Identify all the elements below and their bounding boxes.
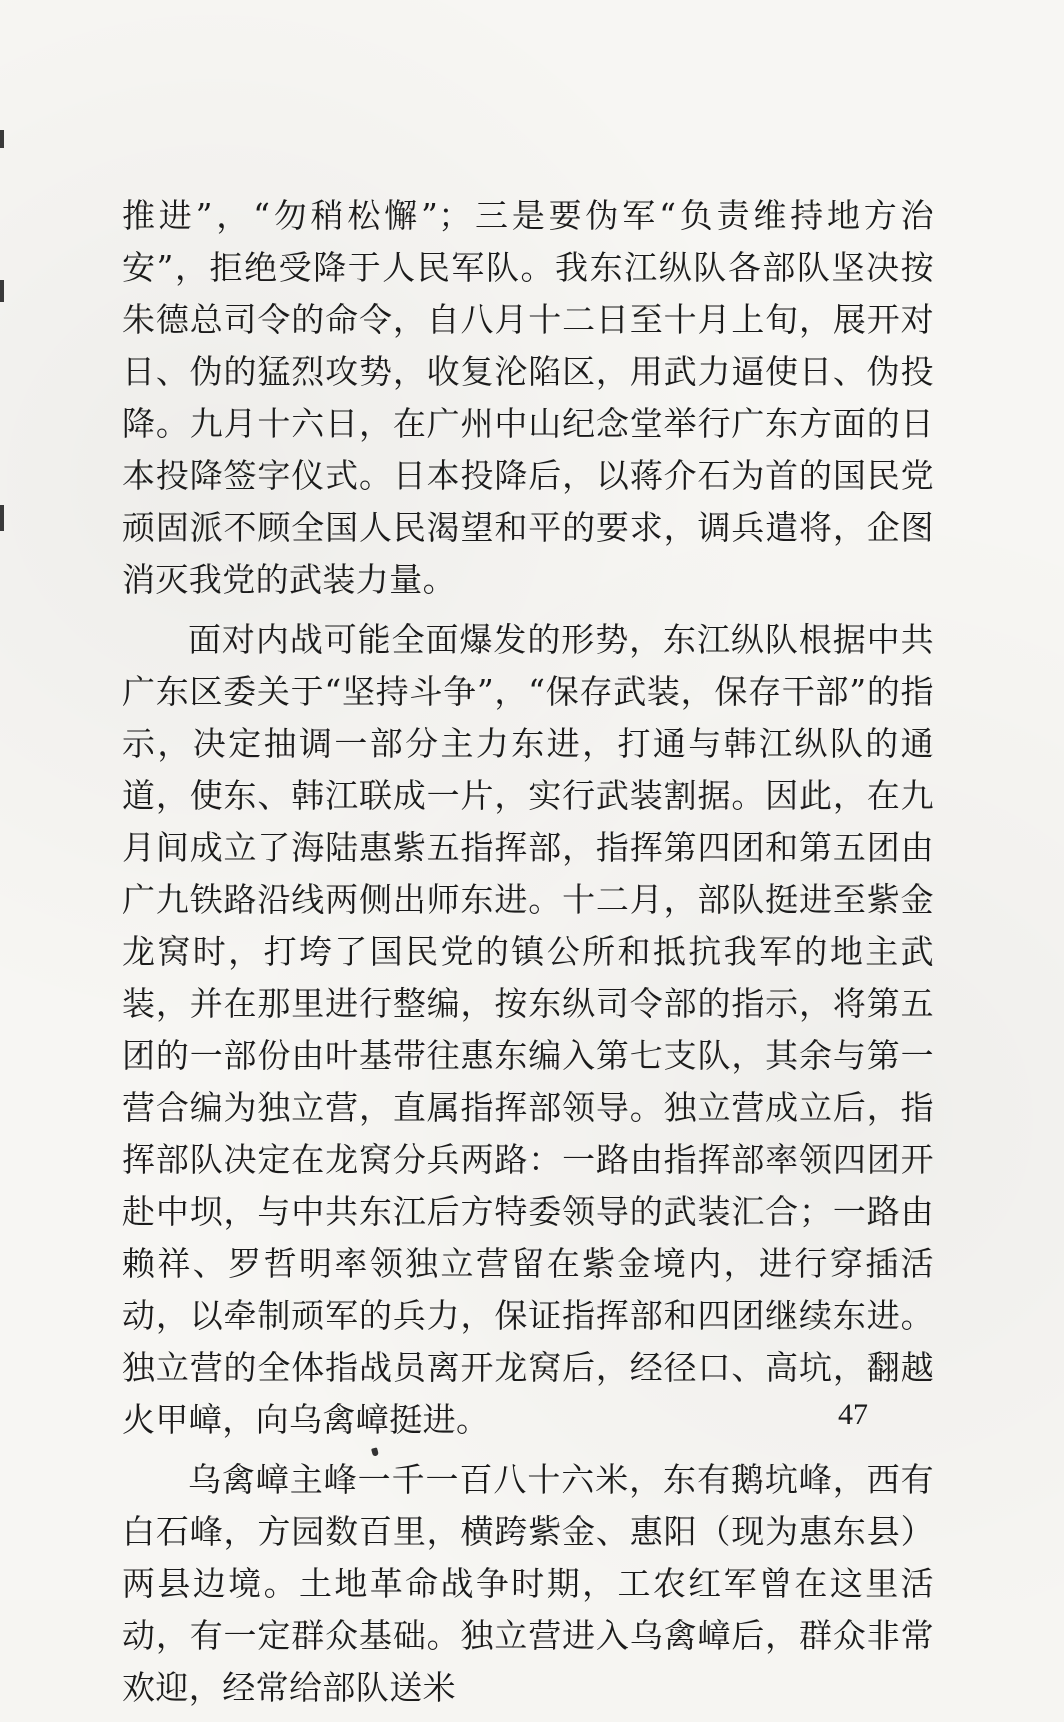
paragraph-1: 推进”，“勿稍松懈”；三是要伪军“负责维持地方治安”，拒绝受降于人民军队。我东江纵队各部队坚决按朱德总司令的命令，自八月十二日至十月上旬，展开对日、伪的猛烈攻势，收复沦陷区，用武力逼使日、伪投降。九月十六日，在广州中山纪念堂举行广东方面的日本投降签字仪式。日本投降后，以蒋介石为首的国民党顽固派不顾全国人民渴望和平的要求，调兵遣将，企图消灭我党的武装力量。	[122, 196, 934, 599]
paragraph-3: 乌禽嶂主峰一千一百八十六米，东有鹅坑峰，西有白石峰，方园数百里，横跨紫金、惠阳（现为惠东县）两县边境。土地革命战争时期，工农红军曾在这里活动，有一定群众基础。独立营进入乌禽嶂后，群众非常欢迎，经常给部队送米	[122, 1460, 934, 1707]
scan-edge-mark	[0, 280, 4, 302]
paragraph-2: 面对内战可能全面爆发的形势，东江纵队根据中共广东区委关于“坚持斗争”，“保存武装，保存干部”的指示，决定抽调一部分主力东进，打通与韩江纵队的通道，使东、韩江联成一片，实行武装割据。因此，在九月间成立了海陆惠紫五指挥部，指挥第四团和第五团由广九铁路沿线两侧出师东进。十二月，部队挺进至紫金龙窝时，打垮了国民党的镇公所和抵抗我军的地主武装，并在那里进行整编，按东纵司令部的指示，将第五团的一部份由叶基带往惠东编入第七支队，其余与第一营合编为独立营，直属指挥部领导。独立营成立后，指挥部队决定在龙窝分兵两路：一路由指挥部率领四团开赴中坝，与中共东江后方特委领导的武装汇合；一路由赖祥、罗哲明率领独立营留在紫金境内，进行穿插活动，以牵制顽军的兵力，保证指挥部和四团继续东进。独立营的全体指战员离开龙窝后，经径口、高坑，翻越火甲嶂，向乌禽嶂挺进。	[122, 620, 934, 1439]
page-number: 47	[838, 1398, 868, 1431]
scan-edge-mark	[0, 130, 4, 148]
scan-edge-mark	[0, 505, 4, 531]
body-text	[122, 190, 934, 1722]
